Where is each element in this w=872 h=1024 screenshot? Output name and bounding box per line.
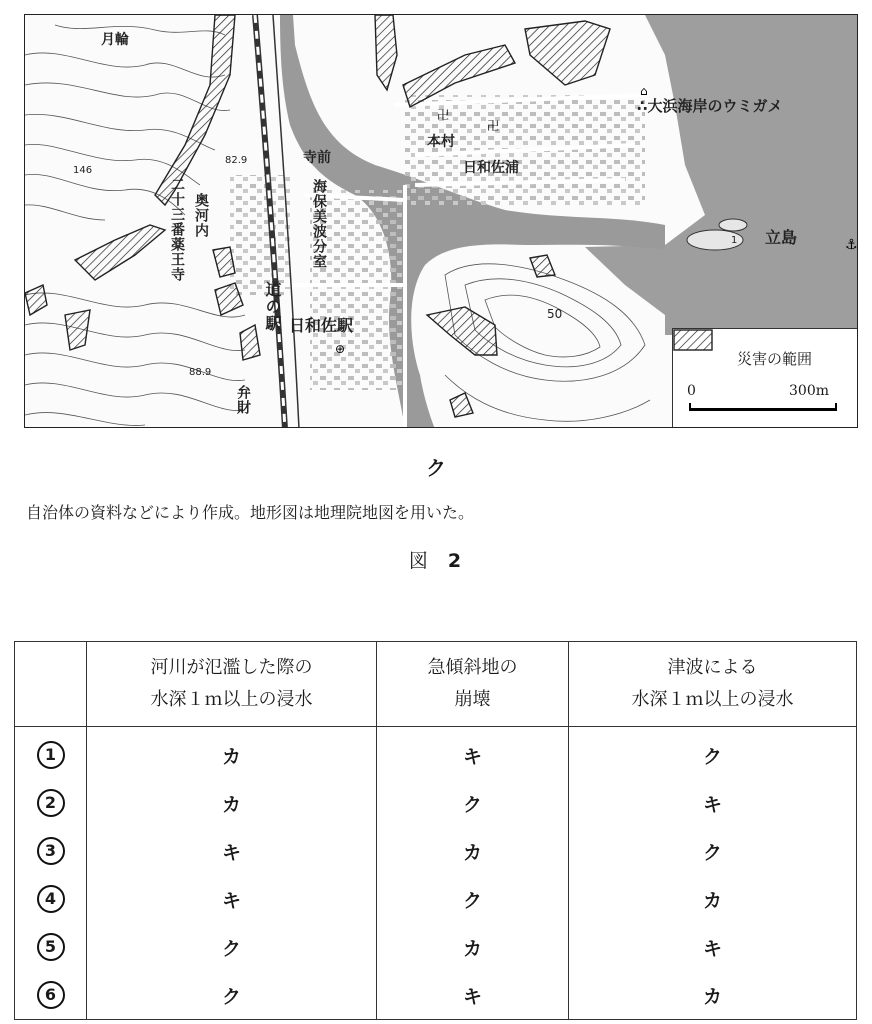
label-tsukiwa: 月輪	[101, 32, 129, 48]
label-honmura: 本村	[427, 134, 455, 150]
temple-icon: 卍	[437, 108, 450, 122]
cell: カ	[87, 779, 377, 827]
cell: キ	[87, 827, 377, 875]
option-number[interactable]: 3	[15, 827, 87, 875]
table-row	[15, 923, 857, 971]
cell: ク	[569, 727, 857, 780]
cell: ク	[377, 779, 569, 827]
cell: ク	[87, 971, 377, 1020]
source-note: 自治体の資料などにより作成。地形図は地理院地図を用いた。	[26, 503, 475, 522]
cell: キ	[87, 875, 377, 923]
scale-zero: 0	[687, 383, 696, 399]
map-caption: ク	[426, 456, 446, 480]
label-terasaki: 寺前	[303, 150, 331, 166]
table-row	[15, 727, 857, 780]
label-yakuoji: 二十三番薬王寺	[169, 177, 185, 282]
option-number[interactable]: 4	[15, 875, 87, 923]
cell: キ	[569, 779, 857, 827]
label-hiwasa-station: 日和佐駅	[289, 316, 354, 335]
legend-label: 災害の範囲	[737, 350, 813, 368]
cell: カ	[569, 875, 857, 923]
map-legend	[672, 328, 857, 427]
header-steep-slope: 急傾斜地の 崩壊	[377, 642, 569, 727]
answer-table	[14, 641, 857, 1020]
figure-number: 2	[447, 550, 464, 572]
cell: キ	[377, 727, 569, 780]
hospital-icon: ⊕	[335, 342, 346, 356]
elevation-146: 146	[73, 165, 93, 176]
option-number[interactable]: 6	[15, 971, 87, 1020]
figure-prefix: 図	[408, 550, 430, 572]
scale-end: 300m	[789, 383, 829, 399]
table-row	[15, 827, 857, 875]
topographic-map	[24, 14, 858, 428]
option-number[interactable]: 5	[15, 923, 87, 971]
elevation-50: 50	[547, 307, 563, 321]
header-tsunami: 津波による 水深１ｍ以上の浸水	[569, 642, 857, 727]
cell: キ	[377, 971, 569, 1020]
cell: カ	[569, 971, 857, 1020]
svg-text:卍: 卍	[487, 119, 500, 133]
label-ohama: ∴大浜海岸のウミガメ	[637, 97, 783, 115]
label-benzai: 弁財	[235, 385, 251, 415]
table-header-row	[15, 642, 857, 727]
cell: カ	[377, 827, 569, 875]
table-row	[15, 971, 857, 1020]
scale-bar	[689, 403, 837, 411]
cell: ク	[377, 875, 569, 923]
elevation-1: 1	[731, 235, 738, 246]
cell: ク	[569, 827, 857, 875]
header-river-flood: 河川が氾濫した際の 水深１ｍ以上の浸水	[87, 642, 377, 727]
figure-title	[0, 546, 872, 573]
label-okukawauchi: 奥河内	[193, 193, 209, 238]
label-kaiho: 海保美波分室	[311, 179, 327, 269]
cell: ク	[87, 923, 377, 971]
ohama-dots-icon: ∴	[637, 97, 648, 115]
option-number[interactable]: 2	[15, 779, 87, 827]
museum-icon: ⌂	[640, 84, 648, 98]
label-tatejima: 立島	[765, 228, 798, 247]
option-number[interactable]: 1	[15, 727, 87, 780]
anchor-icon: ⚓	[845, 237, 858, 253]
cell: カ	[87, 727, 377, 780]
table-row	[15, 875, 857, 923]
label-michi-no-eki: 道の駅	[263, 281, 282, 332]
header-blank	[15, 642, 87, 727]
hatch-swatch-icon	[673, 329, 713, 351]
cell: キ	[569, 923, 857, 971]
elevation-82: 82.9	[225, 155, 248, 166]
cell: カ	[377, 923, 569, 971]
label-hiwasaura: 日和佐浦	[463, 160, 519, 176]
elevation-88: 88.9	[189, 367, 212, 378]
table-row	[15, 779, 857, 827]
